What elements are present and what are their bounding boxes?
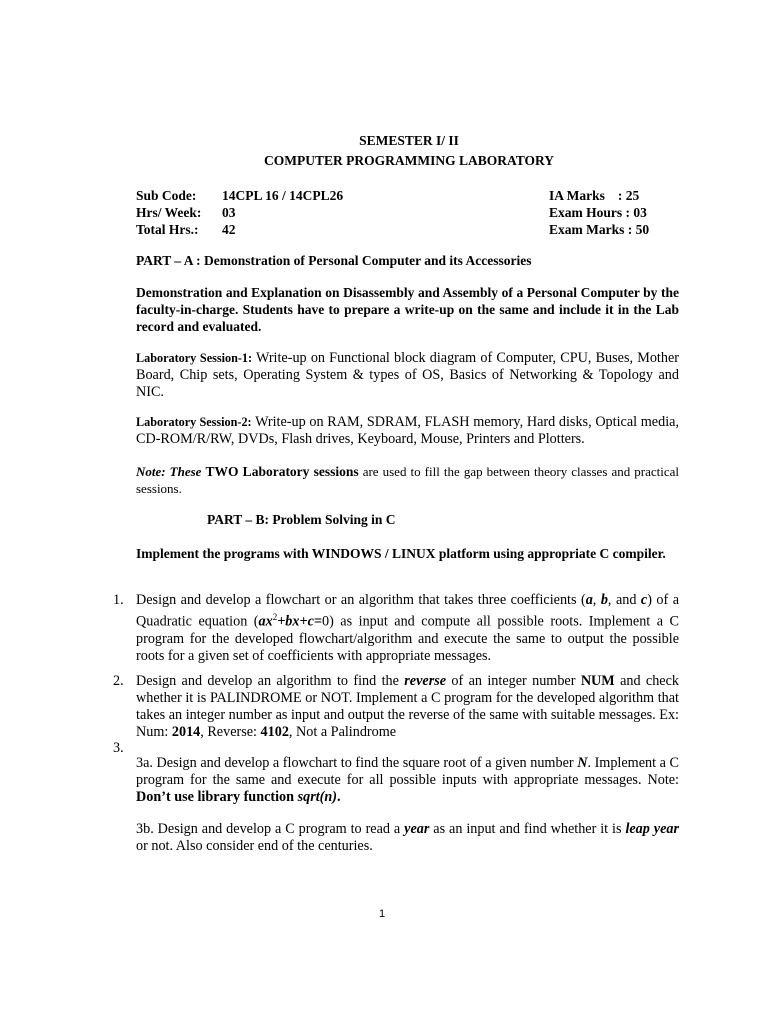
reverse-term: reverse (404, 673, 447, 689)
item-2-part: and check whether it is PALINDROME or NOT. Implement a C program for the developed algorithm that takes an integer number as input and output the reverse of the same with suitable messages. Ex: Num: (136, 673, 679, 740)
sub-code-label: Sub Code: (136, 188, 197, 203)
lab-session-2-text: Write-up on RAM, SDRAM, FLASH memory, Hard disks, Optical media, CD-ROM/R/RW, DVDs, Flash drives, Keyboard, Mouse, Printers and Plotters. (136, 414, 679, 447)
item-2-part: Design and develop an algorithm to find the (136, 673, 405, 689)
item-2-text (136, 673, 679, 741)
example-num: 2014 (171, 724, 201, 740)
item-3b-part: 3b. Design and develop a C program to read a (136, 821, 405, 837)
hrs-value: 03 (222, 205, 236, 220)
example-reverse: 4102 (260, 724, 289, 740)
exam-marks: Exam Marks : 50 (549, 222, 650, 237)
item-3b-part: or not. Also consider end of the centuries. (136, 838, 373, 854)
part-a-intro: Demonstration and Explanation on Disassembly and Assembly of a Personal Computer by the faculty-in-charge. Students have to prepare a write-up on the same and include it in the Lab record and evaluated. (136, 285, 679, 334)
lab-session-1 (136, 350, 679, 401)
exam-hours: Exam Hours : 03 (549, 205, 647, 220)
equation: +bx+c= (277, 613, 322, 630)
item-2-part: , Not a Palindrome (288, 724, 397, 740)
part-a-heading: PART – A : Demonstration of Personal Computer and its Accessories (136, 253, 532, 268)
item-1-part: , (592, 592, 601, 608)
item-1-number: 1. (113, 592, 124, 608)
item-1-text (136, 592, 679, 665)
meta-labels (136, 187, 226, 238)
number-n: N (577, 755, 588, 771)
equation: ax (258, 613, 273, 630)
coef-a: a (585, 592, 593, 608)
ia-label: IA Marks (549, 188, 605, 203)
ia-marks (549, 187, 679, 204)
equation-exponent: 2 (272, 612, 278, 622)
item-1-part: ) of a Quadratic equation ( (136, 592, 680, 630)
meta-values (222, 187, 422, 238)
note (136, 463, 679, 497)
lab-session-1-text: Write-up on Functional block diagram of Computer, CPU, Buses, Mother Board, Chip sets, Operating System & types of OS, Basics of Networking & Topology and NIC. (136, 350, 679, 400)
hrs-label: Hrs/ Week: (136, 205, 202, 220)
item-3a-end: . (337, 789, 341, 805)
course-title: COMPUTER PROGRAMMING LABORATORY (263, 153, 555, 168)
leap-year-term: leap year (625, 821, 679, 837)
lab-session-1-label: Laboratory Session-1: (136, 351, 253, 365)
semester-title: SEMESTER I/ II (359, 133, 459, 148)
page-number: 1 (379, 908, 386, 920)
item-2-number: 2. (113, 673, 124, 689)
item-3a-part: 3a. Design and develop a flowchart to find the square root of a given number (136, 755, 578, 771)
sub-code-value: 14CPL 16 / 14CPL26 (222, 188, 344, 203)
meta-marks (549, 187, 679, 238)
lab-session-2-label: Laboratory Session-2: (136, 415, 252, 429)
note-label: Note: These (136, 464, 202, 479)
note-text: are used to fill the gap between theory classes and practical sessions. (136, 464, 680, 496)
item-3a-part: . Implement a C program for the same and execute for all possible inputs with appropriate messages. Note: (136, 755, 679, 788)
part-b-heading: PART – B: Problem Solving in C (207, 512, 396, 527)
item-1-part: , and (607, 592, 641, 608)
coef-c: c (640, 592, 648, 608)
item-3-number: 3. (113, 740, 124, 756)
year-term: year (404, 821, 430, 837)
coef-b: b (600, 592, 608, 608)
part-b-intro: Implement the programs with WINDOWS / LINUX platform using appropriate C compiler. (136, 546, 666, 561)
lab-session-2 (136, 414, 679, 448)
library-note: Don’t use library function (136, 789, 298, 805)
item-2-part: of an integer number (446, 673, 581, 689)
item-2-part: , Reverse: (200, 724, 261, 740)
total-label: Total Hrs.: (136, 222, 199, 237)
item-3a-text (136, 755, 679, 806)
item-1-part: as input and compute all possible roots. Implement a C program for the developed flowchart/algorithm and execute the same to output the possible roots for a given set of coefficients with appropriate messages. (136, 613, 679, 664)
item-3b-text (136, 821, 679, 855)
item-3b-part: as an input and find whether it is (429, 821, 626, 837)
ia-value: : 25 (617, 188, 640, 203)
note-bold: TWO Laboratory sessions (205, 464, 359, 479)
equation-zero: 0) (321, 613, 334, 630)
num-term: NUM (580, 673, 615, 689)
total-value: 42 (222, 222, 236, 237)
item-1-part: Design and develop a flowchart or an algorithm that takes three coefficients ( (136, 592, 586, 608)
sqrt-function: sqrt(n) (297, 789, 338, 805)
